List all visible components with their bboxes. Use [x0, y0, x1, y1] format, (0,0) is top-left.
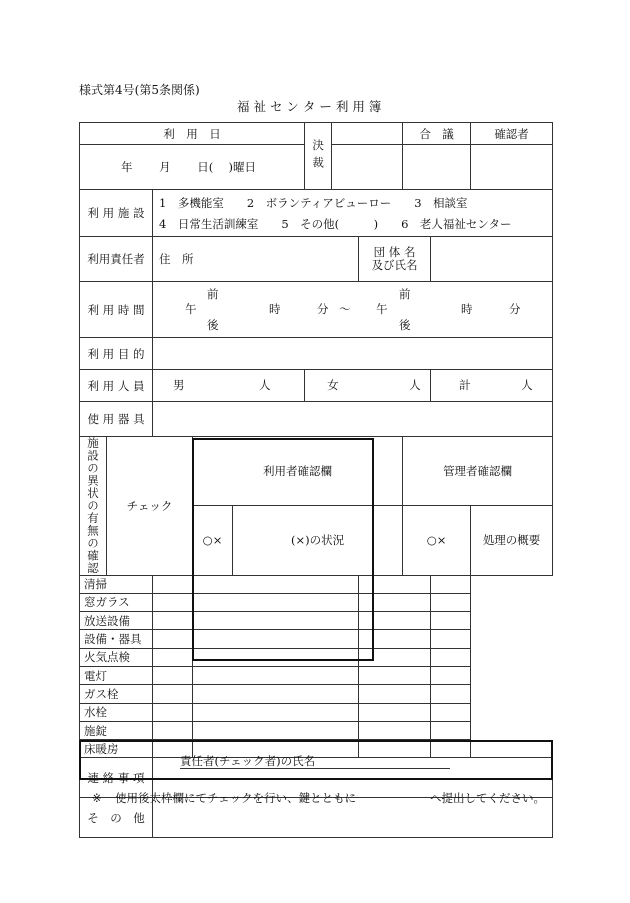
admin-ox-cell[interactable] — [359, 685, 431, 703]
check-item-label: 清掃 — [80, 575, 153, 593]
purpose-label: 利 用 目 的 — [80, 338, 153, 370]
user-status-cell[interactable] — [193, 666, 359, 684]
date-header: 利 用 日 — [80, 123, 305, 145]
admin-ox-cell[interactable] — [359, 703, 431, 721]
check-row — [80, 593, 553, 611]
user-ox-cell[interactable] — [153, 575, 193, 593]
check-item-label: 水栓 — [80, 703, 153, 721]
admin-ox-cell[interactable] — [359, 666, 431, 684]
check-item-label: 火気点検 — [80, 648, 153, 666]
admin-summary-cell[interactable] — [431, 703, 471, 721]
org-name-label: 団 体 名 及び氏名 — [359, 237, 431, 282]
admin-summary-cell[interactable] — [431, 740, 471, 758]
footnote-text-2: へ提出してください。 — [430, 791, 545, 805]
check-item-label: ガス栓 — [80, 685, 153, 703]
footnote-mark: ※ — [92, 791, 102, 805]
user-ox-cell[interactable] — [153, 593, 193, 611]
check-item-label: 窓ガラス — [80, 593, 153, 611]
signature-label: 責任者(チェック者)の氏名 — [180, 754, 316, 768]
check-row — [80, 666, 553, 684]
user-ox-cell[interactable] — [153, 703, 193, 721]
check-row — [80, 648, 553, 666]
confirmer-label: 確認者 — [471, 123, 553, 145]
admin-ox-cell[interactable] — [359, 648, 431, 666]
admin-summary-cell[interactable] — [431, 685, 471, 703]
admin-summary-header: 処理の概要 — [471, 506, 553, 575]
user-status-cell[interactable] — [193, 575, 359, 593]
female-count[interactable]: 女 人 — [305, 370, 431, 402]
admin-summary-cell[interactable] — [431, 612, 471, 630]
admin-ox-cell[interactable] — [359, 593, 431, 611]
time-label: 利 用 時 間 — [80, 282, 153, 338]
gougi-stamp-cell[interactable] — [403, 145, 471, 190]
admin-ox-cell[interactable] — [359, 612, 431, 630]
check-row — [80, 703, 553, 721]
user-status-cell[interactable] — [193, 612, 359, 630]
facility-options[interactable]: 1 多機能室 2 ボランティアビューロー 3 相談室 4 日常生活訓練室 5 その他( ) 6 老人福祉センター — [153, 190, 553, 237]
check-item-label: 施錠 — [80, 721, 153, 739]
address-field[interactable]: 住 所 — [153, 237, 359, 282]
usage-form — [79, 122, 553, 838]
user-status-cell[interactable] — [193, 630, 359, 648]
inspection-side-label: 施設の異状の有無の確認 — [80, 437, 107, 576]
confirmer-stamp-cell[interactable] — [471, 145, 553, 190]
admin-ox-cell[interactable] — [359, 740, 431, 758]
admin-ox-cell[interactable] — [359, 721, 431, 739]
check-item-label: 床暖房 — [80, 740, 153, 758]
admin-summary-cell[interactable] — [431, 593, 471, 611]
user-status-cell[interactable] — [193, 721, 359, 739]
check-row — [80, 630, 553, 648]
check-row — [80, 575, 553, 593]
user-confirm-header: 利用者確認欄 — [193, 437, 403, 506]
org-name-field[interactable] — [431, 237, 553, 282]
admin-summary-cell[interactable] — [431, 630, 471, 648]
page-title: 福 祉 セ ン タ ー 利 用 簿 — [237, 99, 382, 114]
check-row — [80, 612, 553, 630]
user-status-cell[interactable] — [193, 685, 359, 703]
user-ox-cell[interactable] — [153, 612, 193, 630]
facility-label: 利 用 施 設 — [80, 190, 153, 237]
check-item-label: 放送設備 — [80, 612, 153, 630]
time-field[interactable]: 前 午 後 時 分 〜 前 午 後 時 分 — [153, 282, 553, 338]
admin-summary-cell[interactable] — [431, 575, 471, 593]
signature-line — [180, 768, 450, 769]
user-ox-cell[interactable] — [153, 630, 193, 648]
user-status-cell[interactable] — [193, 703, 359, 721]
check-header: チェック — [107, 437, 193, 576]
equipment-label: 使 用 器 具 — [80, 402, 153, 437]
user-ox-header: ○× — [193, 506, 233, 575]
check-row — [80, 685, 553, 703]
admin-confirm-header: 管理者確認欄 — [403, 437, 553, 506]
gougi-label: 合 議 — [403, 123, 471, 145]
purpose-field[interactable] — [153, 338, 553, 370]
decision-label: 決裁 — [305, 123, 332, 190]
admin-ox-header: ○× — [403, 506, 471, 575]
equipment-field[interactable] — [153, 402, 553, 437]
user-status-header: (×)の状況 — [233, 506, 403, 575]
check-item-label: 電灯 — [80, 666, 153, 684]
form-number: 様式第4号(第5条関係) — [79, 83, 200, 97]
check-row — [80, 721, 553, 739]
admin-ox-cell[interactable] — [359, 575, 431, 593]
footnote-text-1: 使用後太枠欄にてチェックを行い、鍵とともに — [115, 791, 357, 805]
male-count[interactable]: 男 人 — [153, 370, 305, 402]
people-label: 利 用 人 員 — [80, 370, 153, 402]
total-count[interactable]: 計 人 — [431, 370, 553, 402]
decision-cell[interactable] — [332, 123, 403, 145]
user-status-cell[interactable] — [193, 648, 359, 666]
date-value[interactable]: 年 月 日( )曜日 — [80, 145, 305, 190]
user-ox-cell[interactable] — [153, 648, 193, 666]
user-ox-cell[interactable] — [153, 685, 193, 703]
responsible-label: 利用責任者 — [80, 237, 153, 282]
admin-summary-cell[interactable] — [431, 721, 471, 739]
user-ox-cell[interactable] — [153, 666, 193, 684]
admin-summary-cell[interactable] — [431, 666, 471, 684]
check-item-label: 設備・器具 — [80, 630, 153, 648]
user-ox-cell[interactable] — [153, 721, 193, 739]
decision-stamp-cell[interactable] — [332, 145, 403, 190]
check-row — [80, 740, 553, 758]
other-label: そ の 他 — [80, 798, 153, 838]
contact-label: 連 絡 事 項 — [80, 758, 153, 798]
admin-ox-cell[interactable] — [359, 630, 431, 648]
admin-summary-cell[interactable] — [431, 648, 471, 666]
user-status-cell[interactable] — [193, 593, 359, 611]
